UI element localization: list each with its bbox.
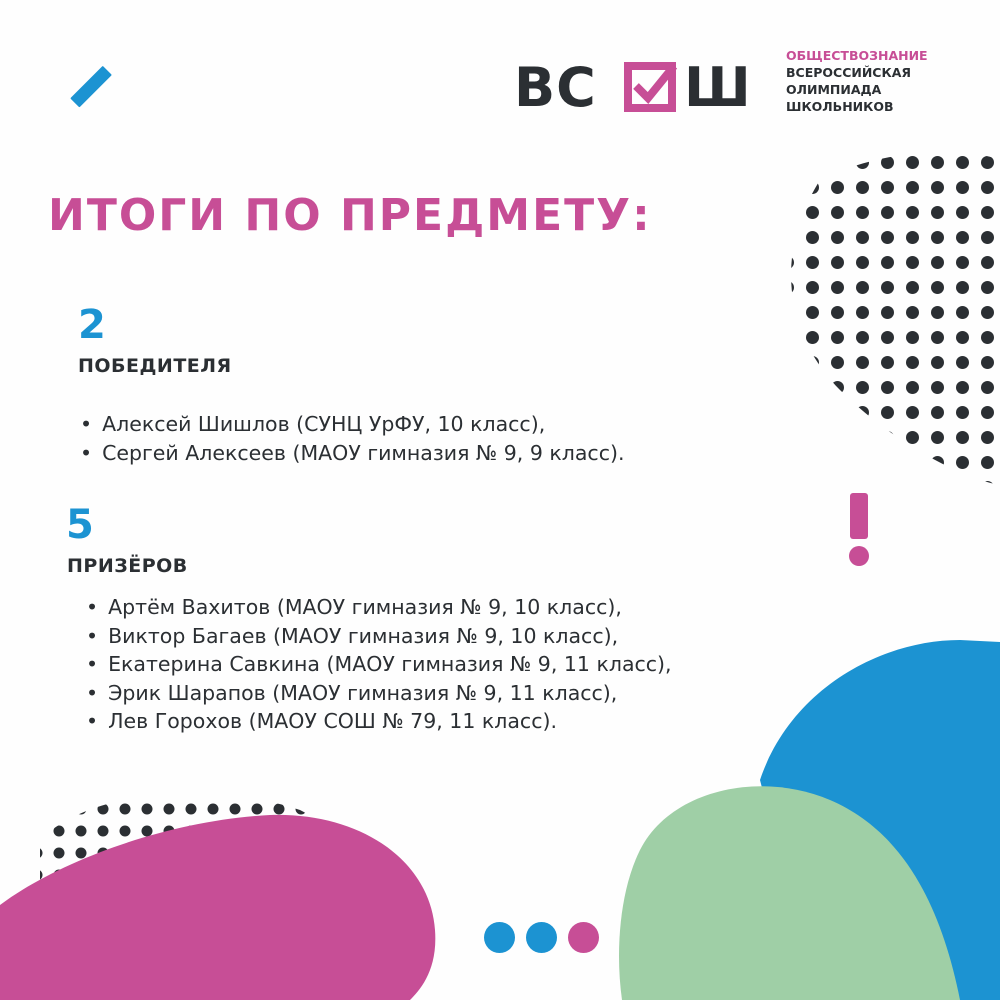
logo-letter-sh: Ш [684,60,751,112]
prizewinners-label: ПРИЗЁРОВ [67,555,188,577]
logo-line-2: ОЛИМПИАДА [786,82,882,97]
prizewinners-count: 5 [66,502,94,548]
dotted-blob-top-right [791,152,1000,485]
logo-line-3: ШКОЛЬНИКОВ [786,99,894,114]
prizewinners-list [86,593,672,736]
logo-subject: ОБЩЕСТВОЗНАНИЕ [786,48,928,63]
page-title: ИТОГИ ПО ПРЕДМЕТУ: [48,190,652,241]
winners-label: ПОБЕДИТЕЛЯ [78,355,232,377]
logo-letters-vs: ВС [514,60,597,112]
pagination-dots [484,922,604,956]
vsosh-logo [514,60,758,112]
winners-list [80,410,625,467]
logo-caption [786,47,928,115]
list-item: • Эрик Шарапов (МАОУ гимназия № 9, 11 класс), [86,679,672,708]
winners-count: 2 [78,302,106,348]
dot-pink [568,922,599,953]
list-item: • Екатерина Савкина (МАОУ гимназия № 9, 11 класс), [86,650,672,679]
list-item: • Артём Вахитов (МАОУ гимназия № 9, 10 класс), [86,593,672,622]
list-item: • Лев Горохов (МАОУ СОШ № 79, 11 класс). [86,707,672,736]
dot-blue-2 [526,922,557,953]
dot-blue-1 [484,922,515,953]
list-item: • Виктор Багаев (МАОУ гимназия № 9, 10 класс), [86,622,672,651]
list-item: • Алексей Шишлов (СУНЦ УрФУ, 10 класс), [80,410,625,439]
logo-line-1: ВСЕРОССИЙСКАЯ [786,65,911,80]
list-item: • Сергей Алексеев (МАОУ гимназия № 9, 9 класс). [80,439,625,468]
exclamation-icon [845,493,875,573]
slash-mark-icon [68,65,112,109]
